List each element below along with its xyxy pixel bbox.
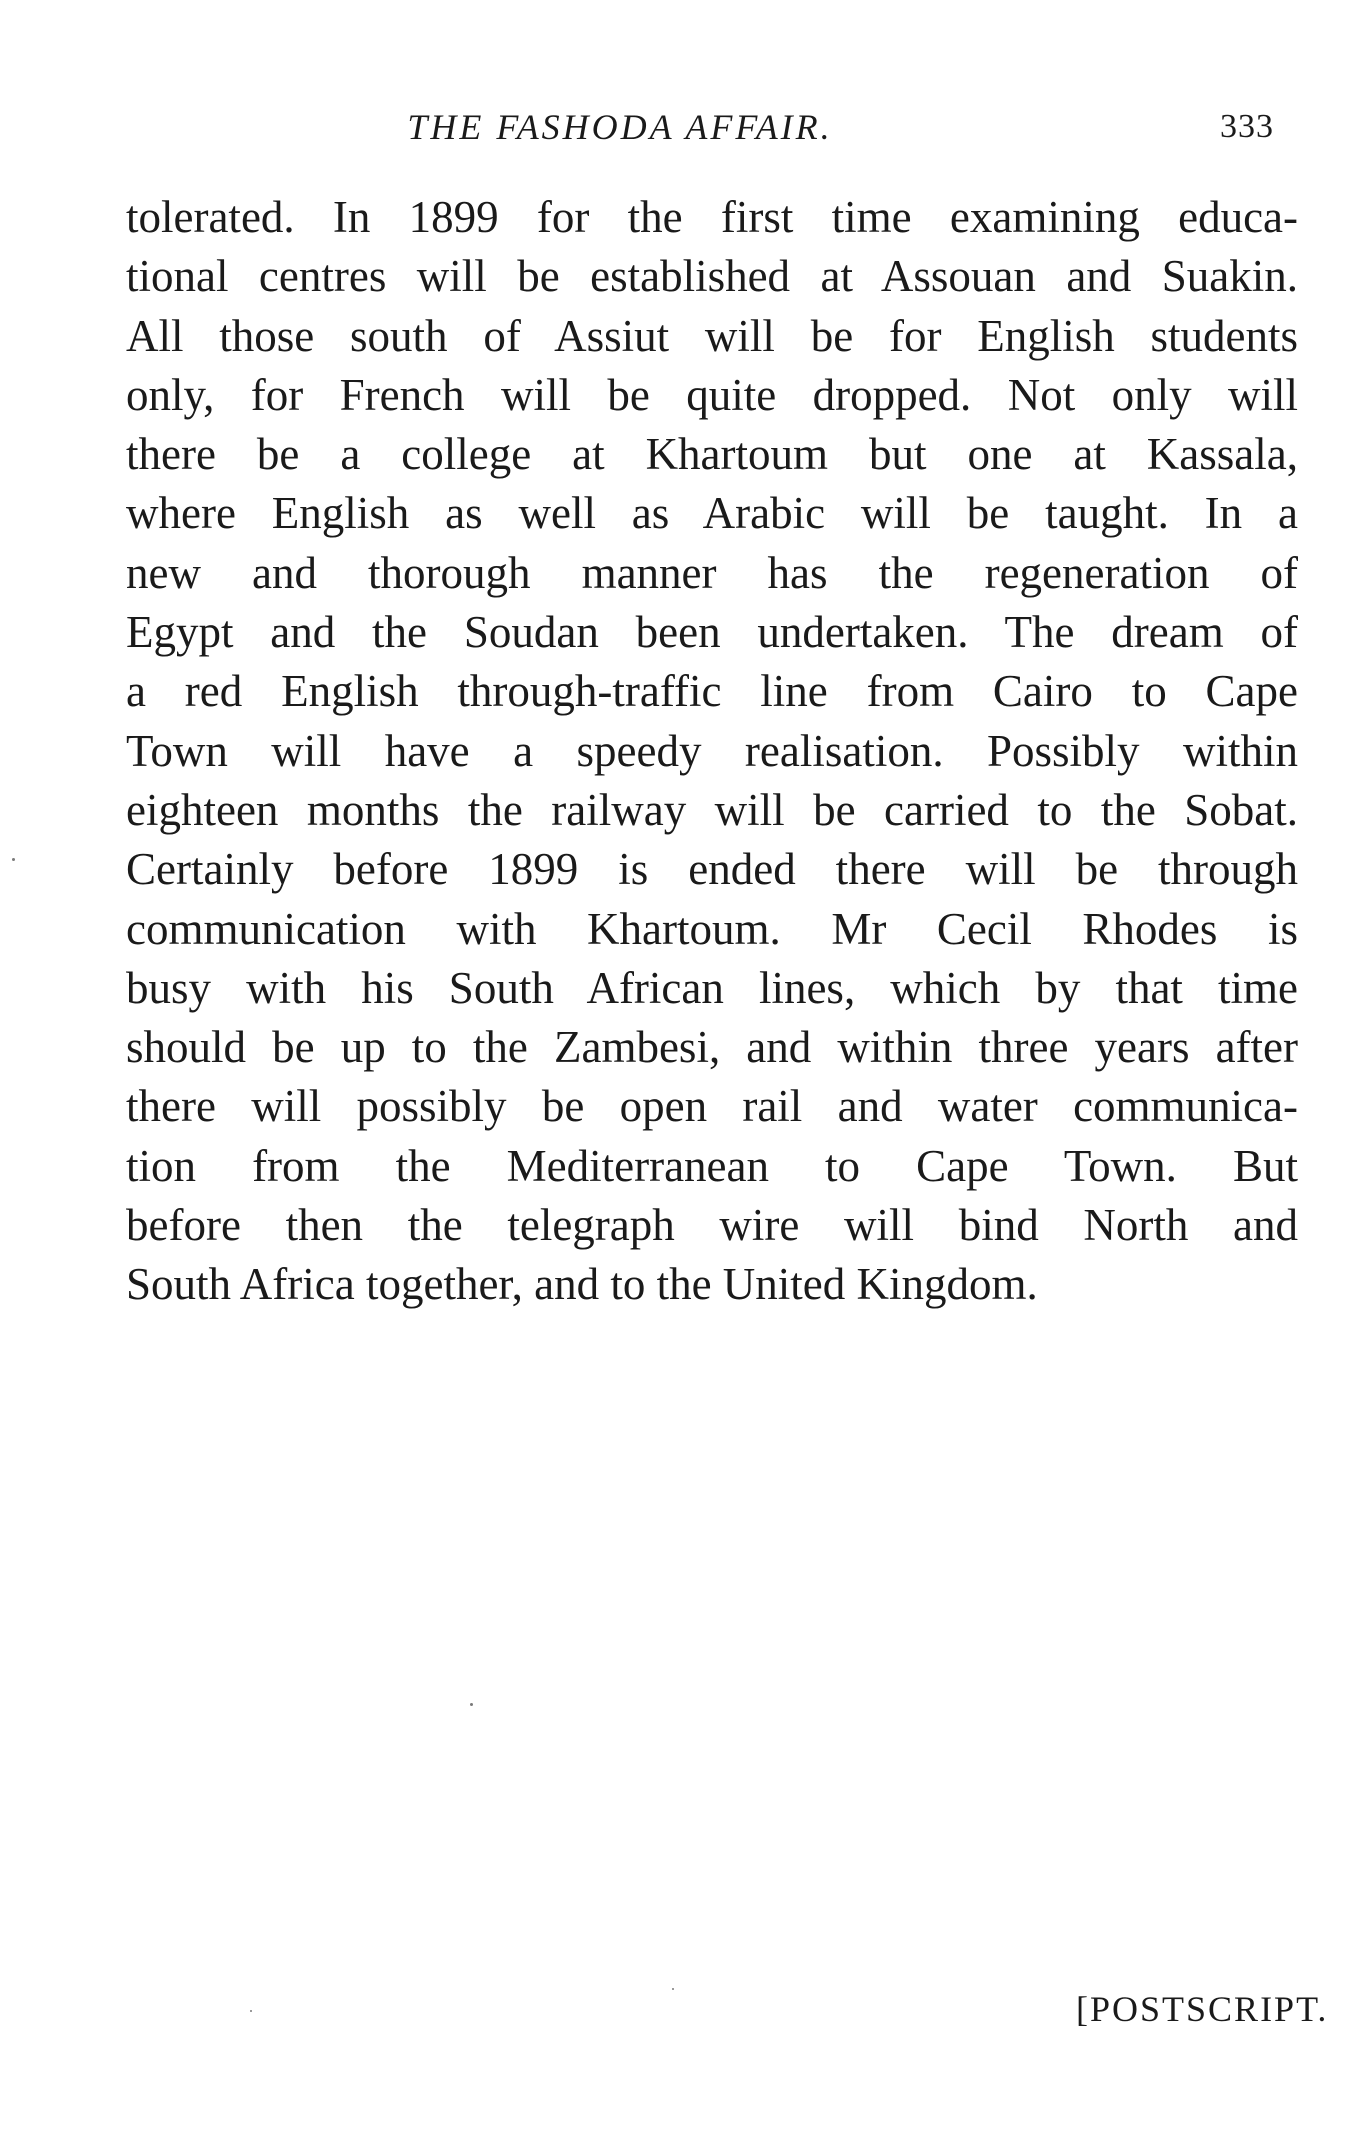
text-line: Town will have a speedy realisation. Possibly within xyxy=(126,725,1298,776)
running-title: THE FASHODA AFFAIR. xyxy=(407,107,833,147)
text-line: Certainly before 1899 is ended there will be through xyxy=(126,844,1298,895)
text-line: tion from the Mediterranean to Cape Town. But xyxy=(126,1140,1298,1191)
text-line: communication with Khartoum. Mr Cecil Rhodes is xyxy=(126,903,1298,954)
text-line: should be up to the Zambesi, and within three years after xyxy=(126,1022,1298,1073)
text-line: before then the telegraph wire will bind North and xyxy=(126,1200,1298,1251)
text-line: eighteen months the railway will be carried to the Sobat. xyxy=(126,784,1298,835)
running-head xyxy=(0,100,1368,160)
text-line: busy with his South African lines, which by that time xyxy=(126,962,1298,1013)
catchword: [POSTSCRIPT. xyxy=(1076,1989,1329,2029)
text-line: tional centres will be established at Assouan and Suakin. xyxy=(126,251,1298,302)
text-line: new and thorough manner has the regeneration of xyxy=(126,547,1298,598)
paper-speck xyxy=(672,1988,674,1990)
text-line: there be a college at Khartoum but one at Kassala, xyxy=(126,429,1298,480)
paper-speck xyxy=(470,1703,473,1706)
text-line: a red English through-traffic line from Cairo to Cape xyxy=(126,666,1298,717)
text-line-last: South Africa together, and to the United Kingdom. xyxy=(126,1259,1038,1310)
text-line: Egypt and the Soudan been undertaken. The dream of xyxy=(126,607,1298,658)
body-text xyxy=(126,188,1298,1315)
text-line: there will possibly be open rail and water communica- xyxy=(126,1081,1298,1132)
text-line: only, for French will be quite dropped. Not only will xyxy=(126,369,1298,420)
paper-speck xyxy=(12,858,15,861)
text-line: tolerated. In 1899 for the first time examining educa- xyxy=(126,192,1298,242)
text-line: All those south of Assiut will be for English students xyxy=(126,310,1298,361)
page-number: 333 xyxy=(1220,108,1274,145)
text-line: where English as well as Arabic will be taught. In a xyxy=(126,488,1298,539)
paper-speck xyxy=(250,2010,252,2012)
